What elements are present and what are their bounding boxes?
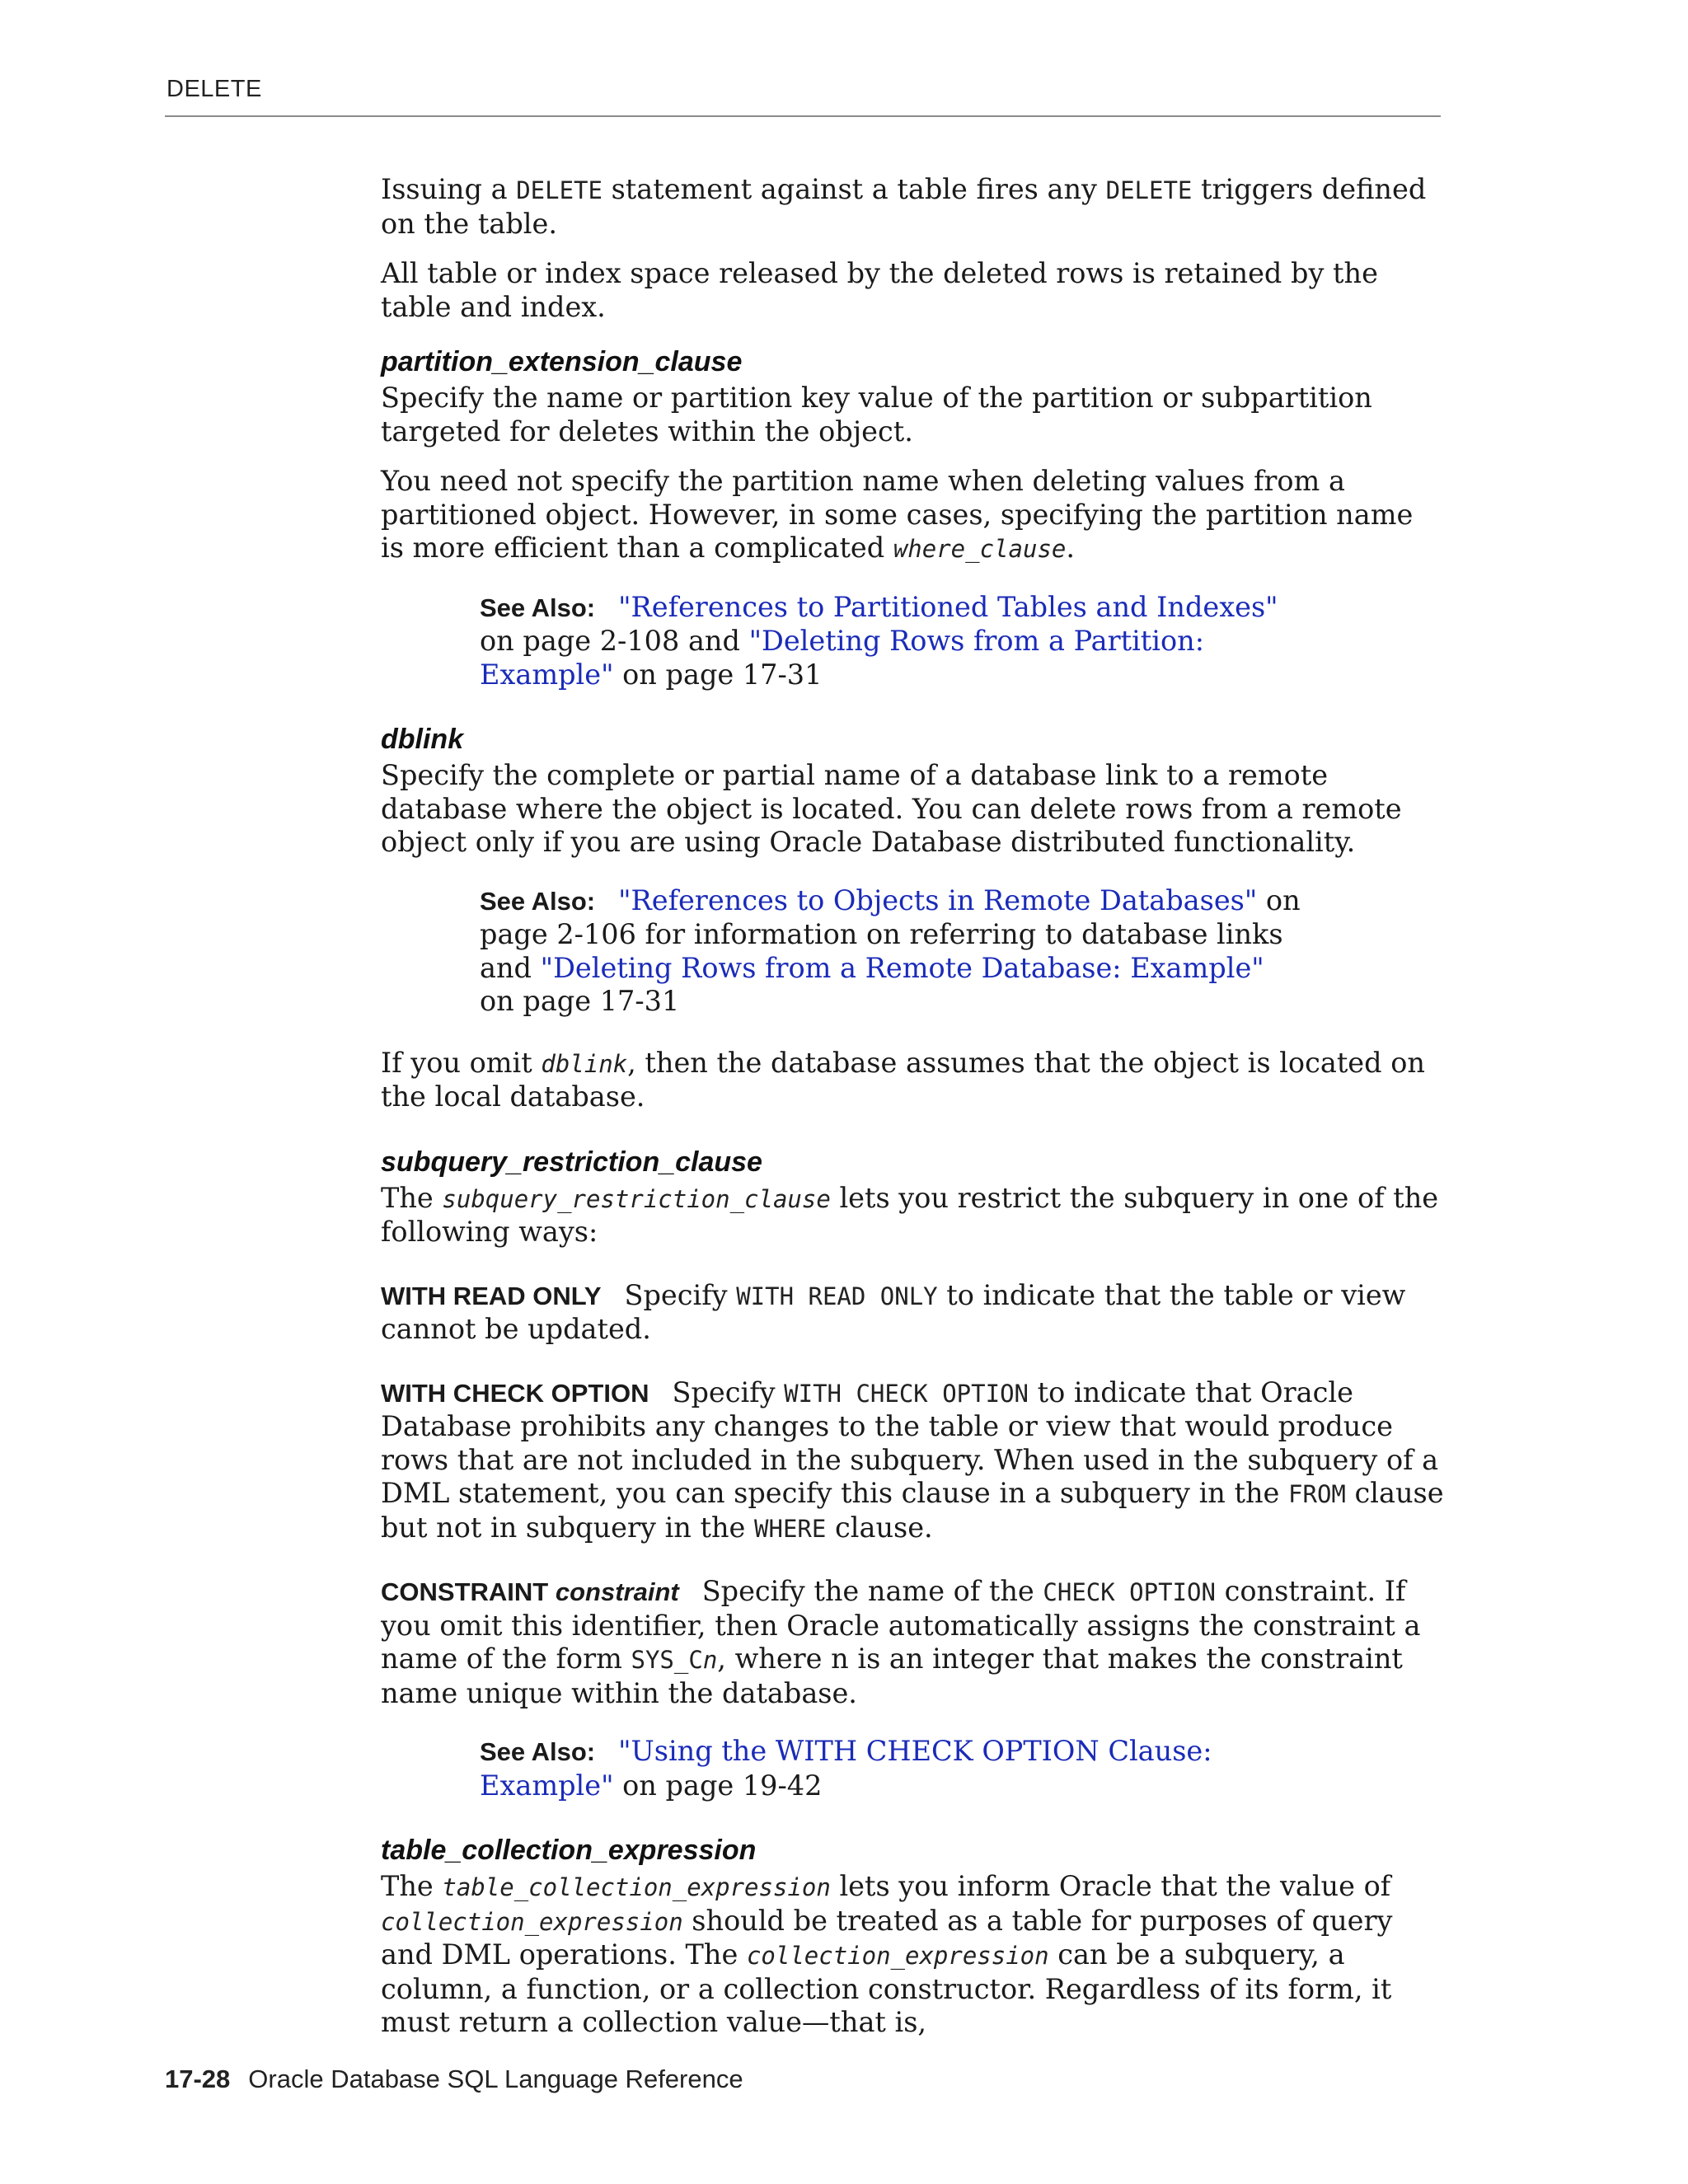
text: Specify the name of the [701, 1575, 1043, 1607]
text: You need not specify the partition name when deleting values from a partitioned object. However, in some cases, specifying the partition name is more efficient than a complicated [381, 465, 1414, 564]
see-also-label: See Also: [480, 886, 596, 916]
run-in-label: WITH READ ONLY [381, 1281, 602, 1310]
code-keyword: DELETE [516, 176, 603, 204]
intro-paragraph-2: All table or index space released by the deleted rows is retained by the table and index. [381, 257, 1378, 323]
code-term: n [702, 1646, 718, 1674]
code-term: where_clause [893, 535, 1067, 563]
text: clause but not in subquery in the [381, 1477, 1444, 1544]
see-also-note [480, 1735, 1304, 1802]
text: Specify [624, 1278, 737, 1311]
partition-paragraph-1: Specify the name or partition key value of the partition or subpartition targeted for deletes within the object. [381, 382, 1372, 448]
section-heading-dblink: dblink [381, 724, 464, 755]
text: , then the database assumes that the object is located on the local database. [381, 1046, 1425, 1113]
cross-reference-link[interactable]: "Using the WITH CHECK OPTION Clause: Example" [480, 1735, 1212, 1802]
text: The [381, 1181, 443, 1214]
text: to indicate that Oracle Database prohibits any changes to the table or view that would produce rows that are not included in the subquery. When used in the subquery of a DML statement, you can specify this clause in a subquery in the [381, 1376, 1439, 1509]
code-term: collection_expression [746, 1942, 1049, 1970]
code-term: subquery_restriction_clause [442, 1184, 831, 1213]
text: clause. [826, 1511, 933, 1544]
text: constraint. If you omit this identifier, then Oracle automatically assigns the constraint a name of the form [381, 1575, 1421, 1675]
with-read-only-paragraph [381, 1279, 1444, 1347]
see-also-label: See Also: [480, 593, 596, 622]
running-header: DELETE [166, 76, 262, 102]
code-keyword: CHECK OPTION [1043, 1578, 1216, 1606]
constraint-paragraph [381, 1575, 1444, 1710]
cross-reference-link[interactable]: "Deleting Rows from a Partition: Example" [480, 625, 1205, 691]
subquery-paragraph-1 [381, 1182, 1444, 1249]
code-keyword: DELETE [1105, 176, 1193, 204]
table-collection-paragraph-1 [381, 1870, 1444, 2040]
text: on page 17-31 [480, 985, 680, 1017]
text: Specify [672, 1376, 785, 1408]
text: lets you inform Oracle that the value of [830, 1870, 1391, 1902]
see-also-note [480, 884, 1304, 1019]
see-also-label: See Also: [480, 1737, 596, 1766]
code-keyword: WITH CHECK OPTION [784, 1379, 1029, 1408]
text: constraint [555, 1577, 679, 1606]
text: lets you restrict the subquery in one of the following ways: [381, 1181, 1439, 1248]
section-heading-partition-extension-clause: partition_extension_clause [381, 346, 743, 377]
run-in-label [381, 1577, 679, 1606]
book-title: Oracle Database SQL Language Reference [248, 2064, 743, 2093]
cross-reference-link[interactable]: "References to Partitioned Tables and Indexes" [618, 590, 1278, 623]
page-number: 17-28 [165, 2064, 231, 2093]
text: . [1066, 532, 1076, 564]
cross-reference-link[interactable]: "References to Objects in Remote Databases" [618, 883, 1258, 916]
code-term: table_collection_expression [442, 1873, 831, 1901]
code-keyword: SYS_C [631, 1646, 703, 1674]
text: should be treated as a table for purposes of query and DML operations. The [381, 1904, 1393, 1971]
text: If you omit [381, 1046, 542, 1079]
partition-paragraph-2 [381, 465, 1444, 566]
section-heading-subquery-restriction-clause: subquery_restriction_clause [381, 1146, 762, 1178]
text: Issuing a [381, 173, 517, 205]
text: on page 17-31 [613, 658, 823, 691]
page-body [381, 173, 1444, 2056]
code-keyword: FROM [1288, 1480, 1346, 1508]
text: on page 19-42 [613, 1769, 823, 1802]
text: triggers defined on the table. [381, 173, 1427, 240]
text: on page 2-108 and [480, 625, 749, 657]
text: , where n is an integer that makes the constraint name unique within the database. [381, 1643, 1403, 1709]
page-footer [165, 2064, 743, 2094]
dblink-paragraph-2 [381, 1047, 1444, 1114]
see-also-note [480, 591, 1304, 692]
code-keyword: WITH READ ONLY [736, 1282, 938, 1310]
text: can be a subquery, a column, a function, or a collection constructor. Regardless of its form, it must return a collection value—that is, [381, 1938, 1392, 2038]
text: statement against a table fires any [602, 173, 1106, 205]
code-term: dblink [541, 1049, 628, 1078]
intro-paragraph-1 [381, 173, 1444, 241]
text: to indicate that the table or view cannot be updated. [381, 1278, 1406, 1345]
dblink-paragraph-1: Specify the complete or partial name of a database link to a remote database where the object is located. You can delete rows from a remote object only if you are using Oracle Database distributed functionality. [381, 759, 1402, 858]
code-keyword: WHERE [754, 1514, 827, 1543]
header-rule [165, 115, 1441, 117]
run-in-label: WITH CHECK OPTION [381, 1378, 649, 1408]
cross-reference-link[interactable]: "Deleting Rows from a Remote Database: Example" [540, 951, 1264, 984]
text: The [381, 1870, 443, 1902]
with-check-option-paragraph [381, 1376, 1444, 1546]
section-heading-table-collection-expression: table_collection_expression [381, 1835, 757, 1866]
code-term: collection_expression [381, 1907, 683, 1936]
text: CONSTRAINT [381, 1577, 549, 1606]
text: on page 2-106 for information on referring to database links and [480, 883, 1301, 984]
